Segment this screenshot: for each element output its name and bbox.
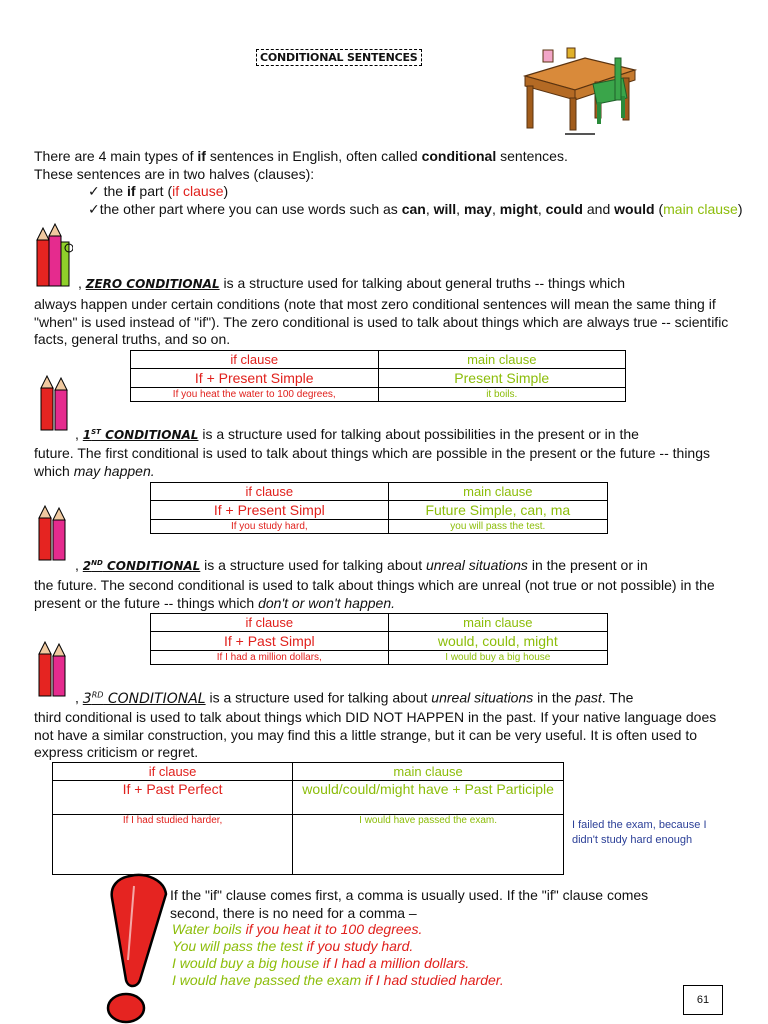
table-header: main clause — [388, 483, 607, 501]
table-cell: If I had a million dollars, — [151, 651, 389, 665]
table-cell: If + Past Perfect — [53, 781, 293, 815]
examples-list — [172, 921, 732, 989]
intro-line-2: These sentences are in two halves (clauses): — [34, 165, 315, 182]
bullet-if-part: ✓ the if part (if clause) — [88, 183, 229, 199]
example-item: I would buy a big house if I had a million dollars. — [172, 955, 470, 971]
third-conditional-label: 3RD CONDITIONAL — [82, 690, 206, 707]
first-table — [150, 482, 608, 534]
table-cell: If I had studied harder, — [53, 815, 293, 875]
page-number: 61 — [683, 985, 723, 1015]
table-header: if clause — [151, 614, 389, 632]
table-cell: If you heat the water to 100 degrees, — [131, 388, 379, 402]
table-header: if clause — [53, 763, 293, 781]
first-heading-line: , 1ST CONDITIONAL is a structure used for talking about possibilities in the present or in the — [75, 426, 639, 442]
third-description: third conditional is used to talk about things which DID NOT HAPPEN in the past. If your native language does not have a similar construction, you may find this a little strange, but it can be very useful. It is often used to express criticism or regret. — [34, 709, 717, 760]
example-item: Water boils if you heat it to 100 degrees. — [172, 921, 423, 937]
side-note: I failed the exam, because I didn't study hard enough — [572, 819, 707, 846]
example-item: You will pass the test if you study hard. — [172, 938, 414, 954]
second-table — [150, 613, 608, 665]
table-cell: If + Past Simpl — [151, 632, 389, 651]
third-table — [52, 762, 564, 875]
desk-illustration — [515, 38, 645, 138]
example-item: I would have passed the exam if I had studied harder. — [172, 972, 504, 988]
table-cell: you will pass the test. — [388, 520, 607, 534]
pencils-icon — [33, 222, 73, 288]
intro-line-1: There are 4 main types of if sentences in English, often called conditional sentences. — [34, 148, 568, 164]
table-cell: would/could/might have + Past Participle — [293, 781, 564, 815]
page-title: CONDITIONAL SENTENCES — [256, 49, 422, 66]
table-header: main clause — [388, 614, 607, 632]
comma-rule-line-1: If the "if" clause comes first, a comma is usually used. If the "if" clause comes — [170, 887, 649, 903]
table-header: if clause — [131, 351, 379, 369]
table-header: if clause — [151, 483, 389, 501]
table-cell: If + Present Simple — [131, 369, 379, 388]
second-heading-line: , 2ND CONDITIONAL is a structure used for talking about unreal situations in the present or in — [75, 557, 648, 573]
table-cell: I would buy a big house — [388, 651, 607, 665]
pencils-icon — [35, 504, 75, 562]
zero-conditional-label: ZERO CONDITIONAL — [85, 277, 220, 291]
second-conditional-label: 2ND CONDITIONAL — [82, 559, 201, 573]
table-cell: Future Simple, can, ma — [388, 501, 607, 520]
first-description: future. The first conditional is used to talk about things which are possible in the present or the future -- things which may happen. — [34, 445, 711, 479]
table-cell: I would have passed the exam. — [293, 815, 564, 875]
second-description: the future. The second conditional is used to talk about things which are unreal (not true or not possible) in the present or the future -- things which don't or won't happen. — [34, 577, 715, 611]
zero-heading-line: , ZERO CONDITIONAL is a structure used for talking about general truths -- things which — [78, 275, 626, 291]
zero-table — [130, 350, 626, 402]
pencils-icon — [37, 374, 77, 432]
third-heading-line: , 3RD CONDITIONAL is a structure used for talking about unreal situations in the past. The — [75, 689, 634, 707]
intro-text — [34, 148, 734, 201]
zero-description: always happen under certain conditions (note that most zero conditional sentences will mean the same thing if "when" is used instead of "if"). The zero conditional is used to talk about things which are always true -- scientific facts, general truths, and so on. — [34, 296, 729, 347]
table-cell: Present Simple — [378, 369, 626, 388]
first-conditional-label: 1ST CONDITIONAL — [82, 428, 199, 442]
pencils-icon — [35, 640, 75, 698]
comma-rule-line-2: second, there is no need for a comma – — [170, 904, 417, 921]
exclamation-icon — [82, 870, 182, 1024]
table-cell: it boils. — [378, 388, 626, 402]
table-cell: would, could, might — [388, 632, 607, 651]
table-cell: If you study hard, — [151, 520, 389, 534]
table-header: main clause — [293, 763, 564, 781]
table-header: main clause — [378, 351, 626, 369]
comma-rule — [170, 887, 740, 922]
table-cell: If + Present Simpl — [151, 501, 389, 520]
bullet-main-part: ✓the other part where you can use words such as can, will, may, might, could and would (main clause) — [88, 201, 743, 217]
